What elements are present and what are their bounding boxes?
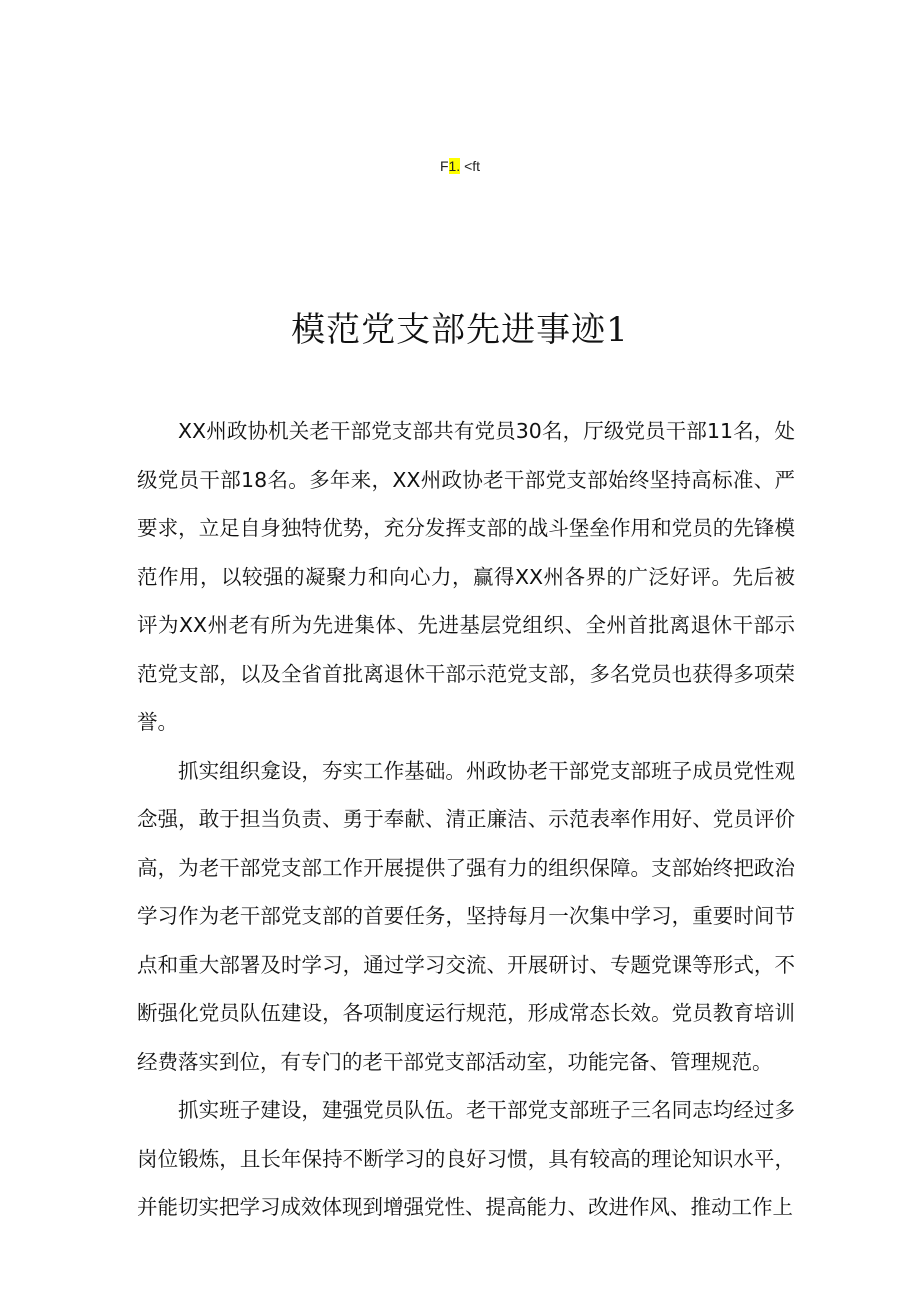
header-mark-suffix: <ft bbox=[460, 158, 481, 174]
document-body bbox=[137, 407, 795, 1232]
document-title: 模范党支部先进事迹1 bbox=[291, 310, 629, 350]
body-paragraph-2: 抓实组织龛设，夯实工作基础。州政协老干部党支部班子成员党性观念强，敢于担当负责、勇于奉献、清正廉洁、示范表率作用好、党员评价高，为老干部党支部工作开展提供了强有力的组织保障。支部始终把政治学习作为老干部党支部的首要任务，坚持每月一次集中学习，重要时间节点和重大部署及时学习，通过学习交流、开展研讨、专题党课等形式，不断强化党员队伍建设，各项制度运行规范，形成常态长效。党员教育培训经费落实到位，有专门的老干部党支部活动室，功能完备、管理规范。 bbox=[137, 758, 795, 1074]
body-paragraph-1: XX州政协机关老干部党支部共有党员30名，厅级党员干部11名，处级党员干部18名。多年来，XX州政协老干部党支部始终坚持高标准、严要求，立足自身独特优势，充分发挥支部的战斗堡垒作用和党员的先锋模范作用，以较强的凝聚力和向心力，赢得XX州各界的广泛好评。先后被评为XX州老有所为先进集体、先进基层党组织、全州首批离退休干部示范党支部，以及全省首批离退休干部示范党支部，多名党员也获得多项荣誉。 bbox=[137, 419, 795, 734]
page-header-mark bbox=[0, 157, 920, 175]
body-paragraph-3: 抓实班子建设，建强党员队伍。老干部党支部班子三名同志均经过多岗位锻炼，且长年保持不断学习的良好习惯，具有较高的理论知识水平，并能切实把学习成效体现到增强党性、提高能力、改进作风、推动工作上 bbox=[137, 1098, 795, 1219]
header-mark-prefix: F bbox=[439, 158, 449, 174]
header-mark-highlight: 1. bbox=[448, 158, 461, 174]
